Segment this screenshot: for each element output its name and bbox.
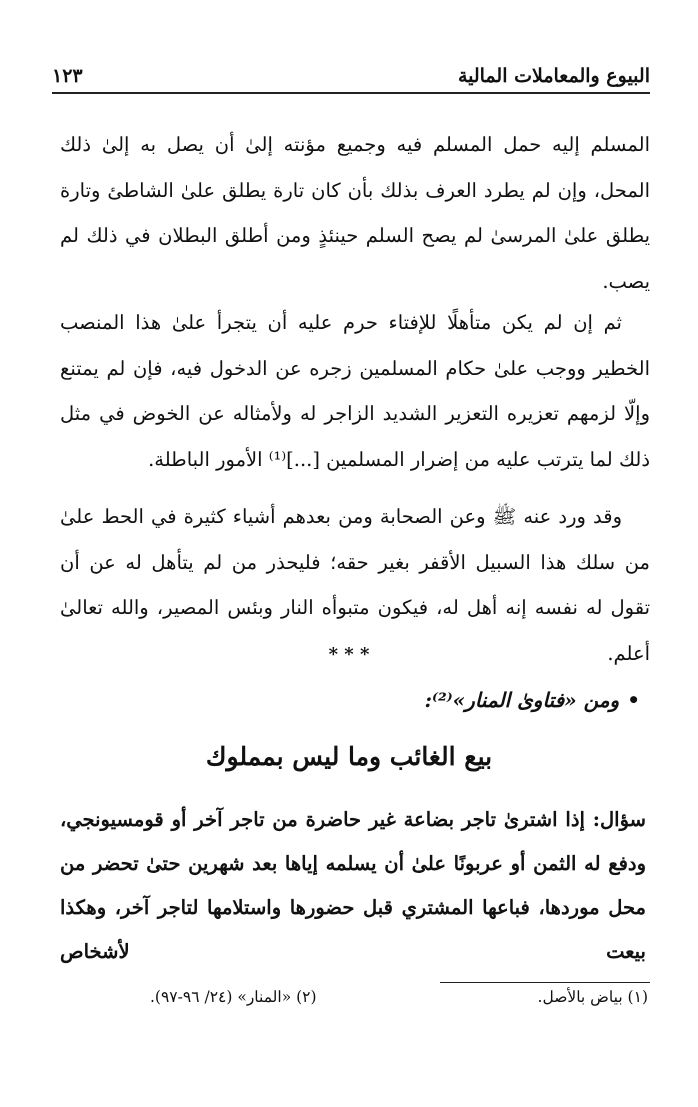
fatwa-source-text: ومن «فتاوىٰ المنار»⁽²⁾: [424, 688, 620, 712]
paragraph-2-text: ثم إن لم يكن متأهلًا للإفتاء حرم عليه أن يتجرأ علىٰ هذا المنصب الخطير ووجب علىٰ حكام المسلمين زجره عن الدخول فيه، فإن لم يمتنع وإلّا لزمهم تعزيره التعزير الشديد الزاجر له ولأمثاله عن الخوض في مثل ذلك لما يترتب عليه من إضرار المسلمين [...]⁽¹⁾ الأمور الباطلة. [60, 311, 650, 471]
running-header [52, 58, 650, 94]
page-number: ١٢٣ [52, 65, 83, 87]
bullet-icon: • [627, 688, 640, 712]
footnote-2: (٢) «المنار» (٢٤/ ٩٦-٩٧). [150, 988, 317, 1006]
section-separator: * * * [328, 644, 370, 665]
question-paragraph: سؤال: إذا اشترىٰ تاجر بضاعة غير حاضرة من تاجر آخر أو قومسيونجي، ودفع له الثمن أو عربونًا علىٰ أن يسلمه إياها بعد شهرين حتىٰ تحضر من محل موردها، فباعها المشتري قبل حضورها واستلامها لتاجر آخر، وهكذا بيعت لأشخاص [60, 808, 646, 963]
footnote-divider [440, 982, 650, 983]
fatwa-source-line [425, 688, 640, 712]
paragraph-1: المسلم إليه حمل المسلم فيه وجميع مؤنته إلىٰ أن يصل به إلىٰ ذلك المحل، وإن لم يطرد العرف بذلك بأن كان تارة يطلق علىٰ الشاطئ وتارة يطلق علىٰ المرسىٰ لم يصح السلم حينئذٍ ومن أطلق البطلان في ذلك لم يصب. [60, 133, 650, 293]
footnotes [150, 988, 648, 1006]
footnote-1: (١) بياض بالأصل. [537, 988, 648, 1006]
section-heading: بيع الغائب وما ليس بمملوك [205, 742, 493, 771]
paragraph-2 [60, 300, 650, 482]
header-title: البيوع والمعاملات المالية [457, 65, 650, 87]
paragraph-3-text: وقد ورد عنه ﷺ وعن الصحابة ومن بعدهم أشياء كثيرة في الحط علىٰ من سلك هذا السبيل الأقفر بغير حقه؛ فليحذر من لم يتأهل له عن أن تقول له نفسه إنه أهل له، فيكون متبوأه النار وبئس المصير، والله تعالىٰ أعلم. [60, 505, 650, 665]
